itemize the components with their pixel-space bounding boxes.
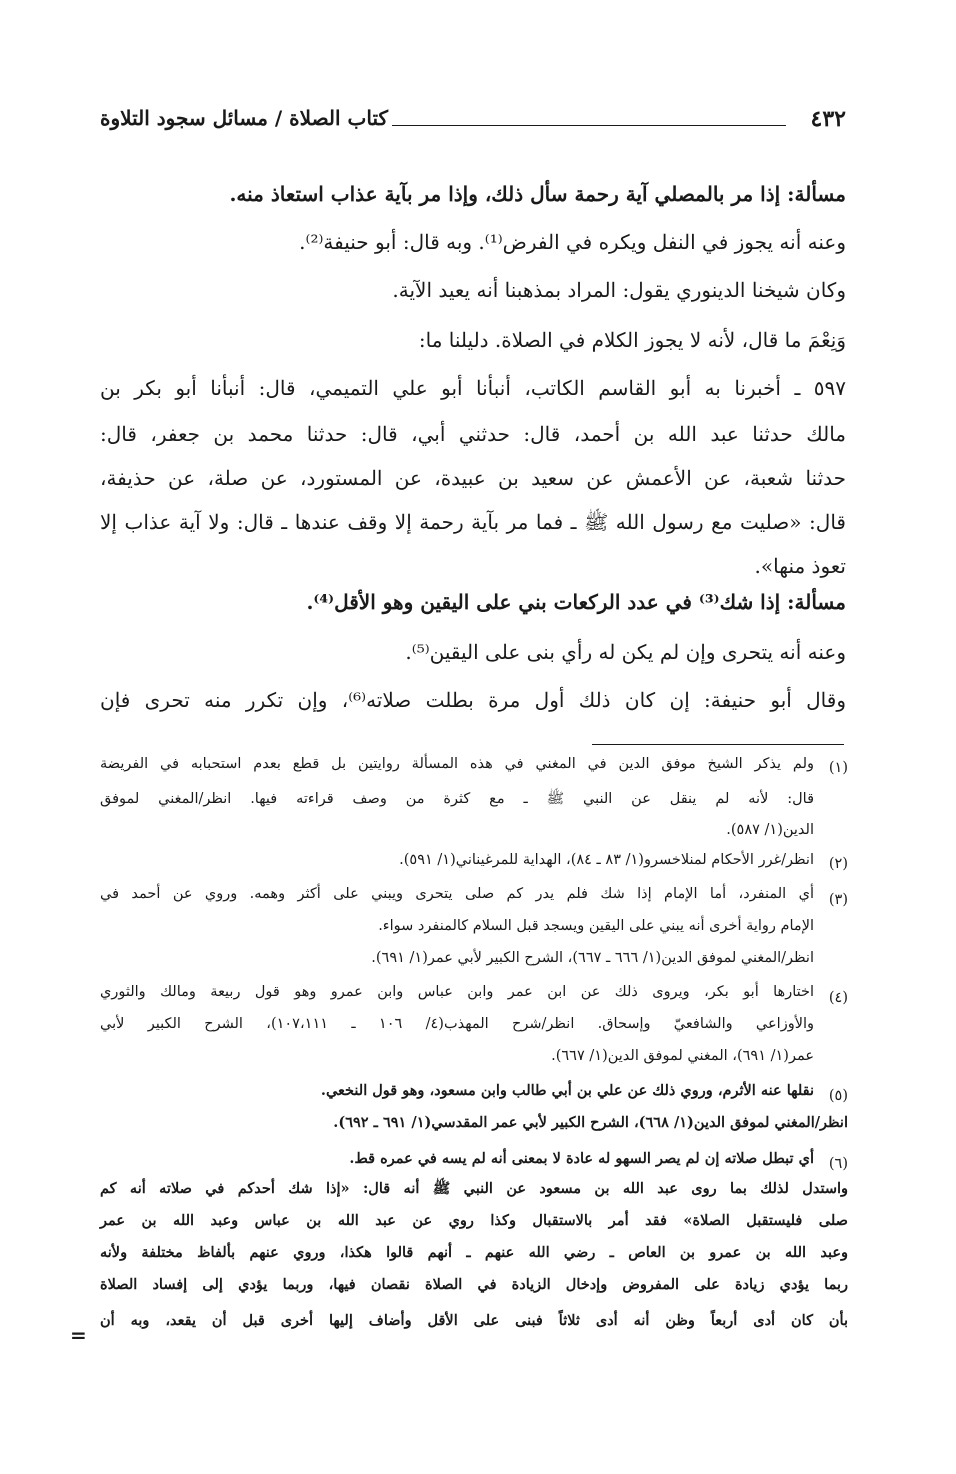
footnote-line: واستدل لذلك بما روى عبد الله بن مسعود عن النبي ﷺ أنه قال: «إذا شك أحدكم في صلاته أنه كم <box>100 1180 848 1197</box>
footnote-number: (٤) <box>828 990 848 1006</box>
hadith-line: حدثنا شعبة، عن الأعمش عن سعيد بن عبيدة، عن المستورد، عن صلة، عن حذيفة، <box>100 466 846 490</box>
footnote-rule <box>592 744 844 745</box>
footnote-number: (١) <box>828 760 848 776</box>
hadith-line: ٥٩٧ ـ أخبرنا به أبو القاسم الكاتب، أنبأنا أبو علي التميمي، قال: أنبأنا أبو بكر بن <box>100 376 846 400</box>
page-header <box>100 106 846 146</box>
text-line: وَنِعْمَ ما قال، لأنه لا يجوز الكلام في الصلاة. دليلنا ما: <box>418 328 846 352</box>
footnote-line: اختارها أبو بكر، ويروى ذلك عن ابن عمر وابن عباس وابن عمرو وهو قول ربيعة ومالك والثوري <box>100 984 814 1000</box>
text-line: وكان شيخنا الدينوري يقول: المراد بمذهبنا أنه يعيد الآية. <box>392 278 846 302</box>
footnote-line: وعبد الله بن عمرو بن العاص ـ رضي الله عنهم ـ أنهم قالوا هكذا، وروي عنهم بألفاظ مختلفة ولأنه <box>100 1244 848 1261</box>
continuation-mark: = <box>70 1323 87 1347</box>
issue-heading: مسألة: إذا شك⁽³⁾ في عدد الركعات بني على اليقين وهو الأقل⁽⁴⁾. <box>306 590 846 614</box>
footnote-line: انظر/غرر الأحكام لمنلاخسرو(١/ ٨٣ ـ ٨٤)، الهداية للمرغيناني(١/ ٥٩١). <box>399 852 814 868</box>
footnote-number: (٦) <box>828 1156 848 1172</box>
text-line: وعنه أنه يتحرى وإن لم يكن له رأي بنى على اليقين⁽⁵⁾. <box>405 640 846 664</box>
header-rule <box>392 125 786 126</box>
footnote-line: عمر(١/ ٦٩١)، المغني لموفق الدين(١/ ٦٦٧). <box>551 1048 814 1064</box>
footnote-line: الإمام رواية أخرى أنه يبني على اليقين ويسجد قبل السلام كالمنفرد سواء. <box>378 918 814 934</box>
footnote-line: أي تبطل صلاته إن لم يصر السهو له عادة لا بمعنى أنه لم يسه في عمره قط. <box>349 1150 814 1167</box>
issue-heading: مسألة: إذا مر بالمصلي آية رحمة سأل ذلك، وإذا مر بآية عذاب استعاذ منه. <box>229 182 846 206</box>
footnote-line: نقلها عنه الأثرم، وروي ذلك عن علي بن أبي طالب وابن مسعود، وهو قول النخعي. <box>320 1082 814 1099</box>
footnote-line: قال: لأنه لم ينقل عن النبي ﷺ ـ مع كثرة من وصف قراءته فيها. انظر/المغني لموفق <box>100 791 814 807</box>
footnote-line: انظر/المغني لموفق الدين(١/ ٦٦٦ ـ ٦٦٧)، الشرح الكبير لأبي عمر(١/ ٦٩١). <box>371 950 814 966</box>
hadith-line: مالك حدثنا عبد الله بن أحمد، قال: حدثني أبي، قال: حدثنا محمد بن جعفر، قال: <box>100 422 846 446</box>
footnote-line: ربما يؤدي زيادة على المفروض وإدخال الزيادة في الصلاة نقصان فيها، وربما يؤدي إلى إفساد الصلاة <box>100 1276 848 1293</box>
page-number: ٤٣٢ <box>810 106 846 132</box>
footnote-number: (٥) <box>828 1088 848 1104</box>
footnote-number: (٣) <box>828 892 848 908</box>
footnote-line: انظر/المغني لموفق الدين(١/ ٦٦٨)، الشرح الكبير لأبي عمر المقدسي(١/ ٦٩١ ـ ٦٩٢). <box>333 1114 848 1131</box>
footnote-line: ولم يذكر الشيخ موفق الدين في المغني في هذه المسألة روايتين بل قطع بعدم استحبابه في الفريضة <box>100 756 814 772</box>
hadith-line: تعوذ منها». <box>754 554 846 578</box>
text-line: وقال أبو حنيفة: إن كان ذلك أول مرة بطلت صلاته⁽⁶⁾، وإن تكرر منه تحرى فإن <box>100 688 846 712</box>
footnote-line: الدين(١/ ٥٨٧). <box>726 822 814 838</box>
running-title: كتاب الصلاة / مسائل سجود التلاوة <box>100 106 389 130</box>
footnote-line: أي المنفرد، أما الإمام إذا شك فلم يدر كم صلى يتحرى ويبني على أكثر وهمه. وروي عن أحمد في <box>100 886 814 902</box>
hadith-line: قال: «صليت مع رسول الله ﷺ ـ فما مر بآية رحمة إلا وقف عندها ـ قال: ولا آية عذاب إلا <box>100 510 846 534</box>
footnote-line: والأوزاعي والشافعيّ وإسحاق. انظر/شرح المهذب(٤/ ١٠٦ ـ ١٠٧،١١١)، الشرح الكبير لأبي <box>100 1016 814 1032</box>
text-line: وعنه أنه يجوز في النفل ويكره في الفرض⁽¹⁾. وبه قال: أبو حنيفة⁽²⁾. <box>299 230 846 254</box>
footnote-line: صلى فليستقبل الصلاة» فقد أمر بالاستقبال وكذا روي عن عبد الله بن عباس وعبد الله بن عمر <box>100 1212 848 1229</box>
footnote-number: (٢) <box>828 856 848 872</box>
footnote-line: بأن كان أدى أربعاً وظن أنه أدى ثلاثاً فبنى على الأقل وأضاف إليها أخرى قبل أن يقعد، وبه أن <box>100 1312 848 1329</box>
